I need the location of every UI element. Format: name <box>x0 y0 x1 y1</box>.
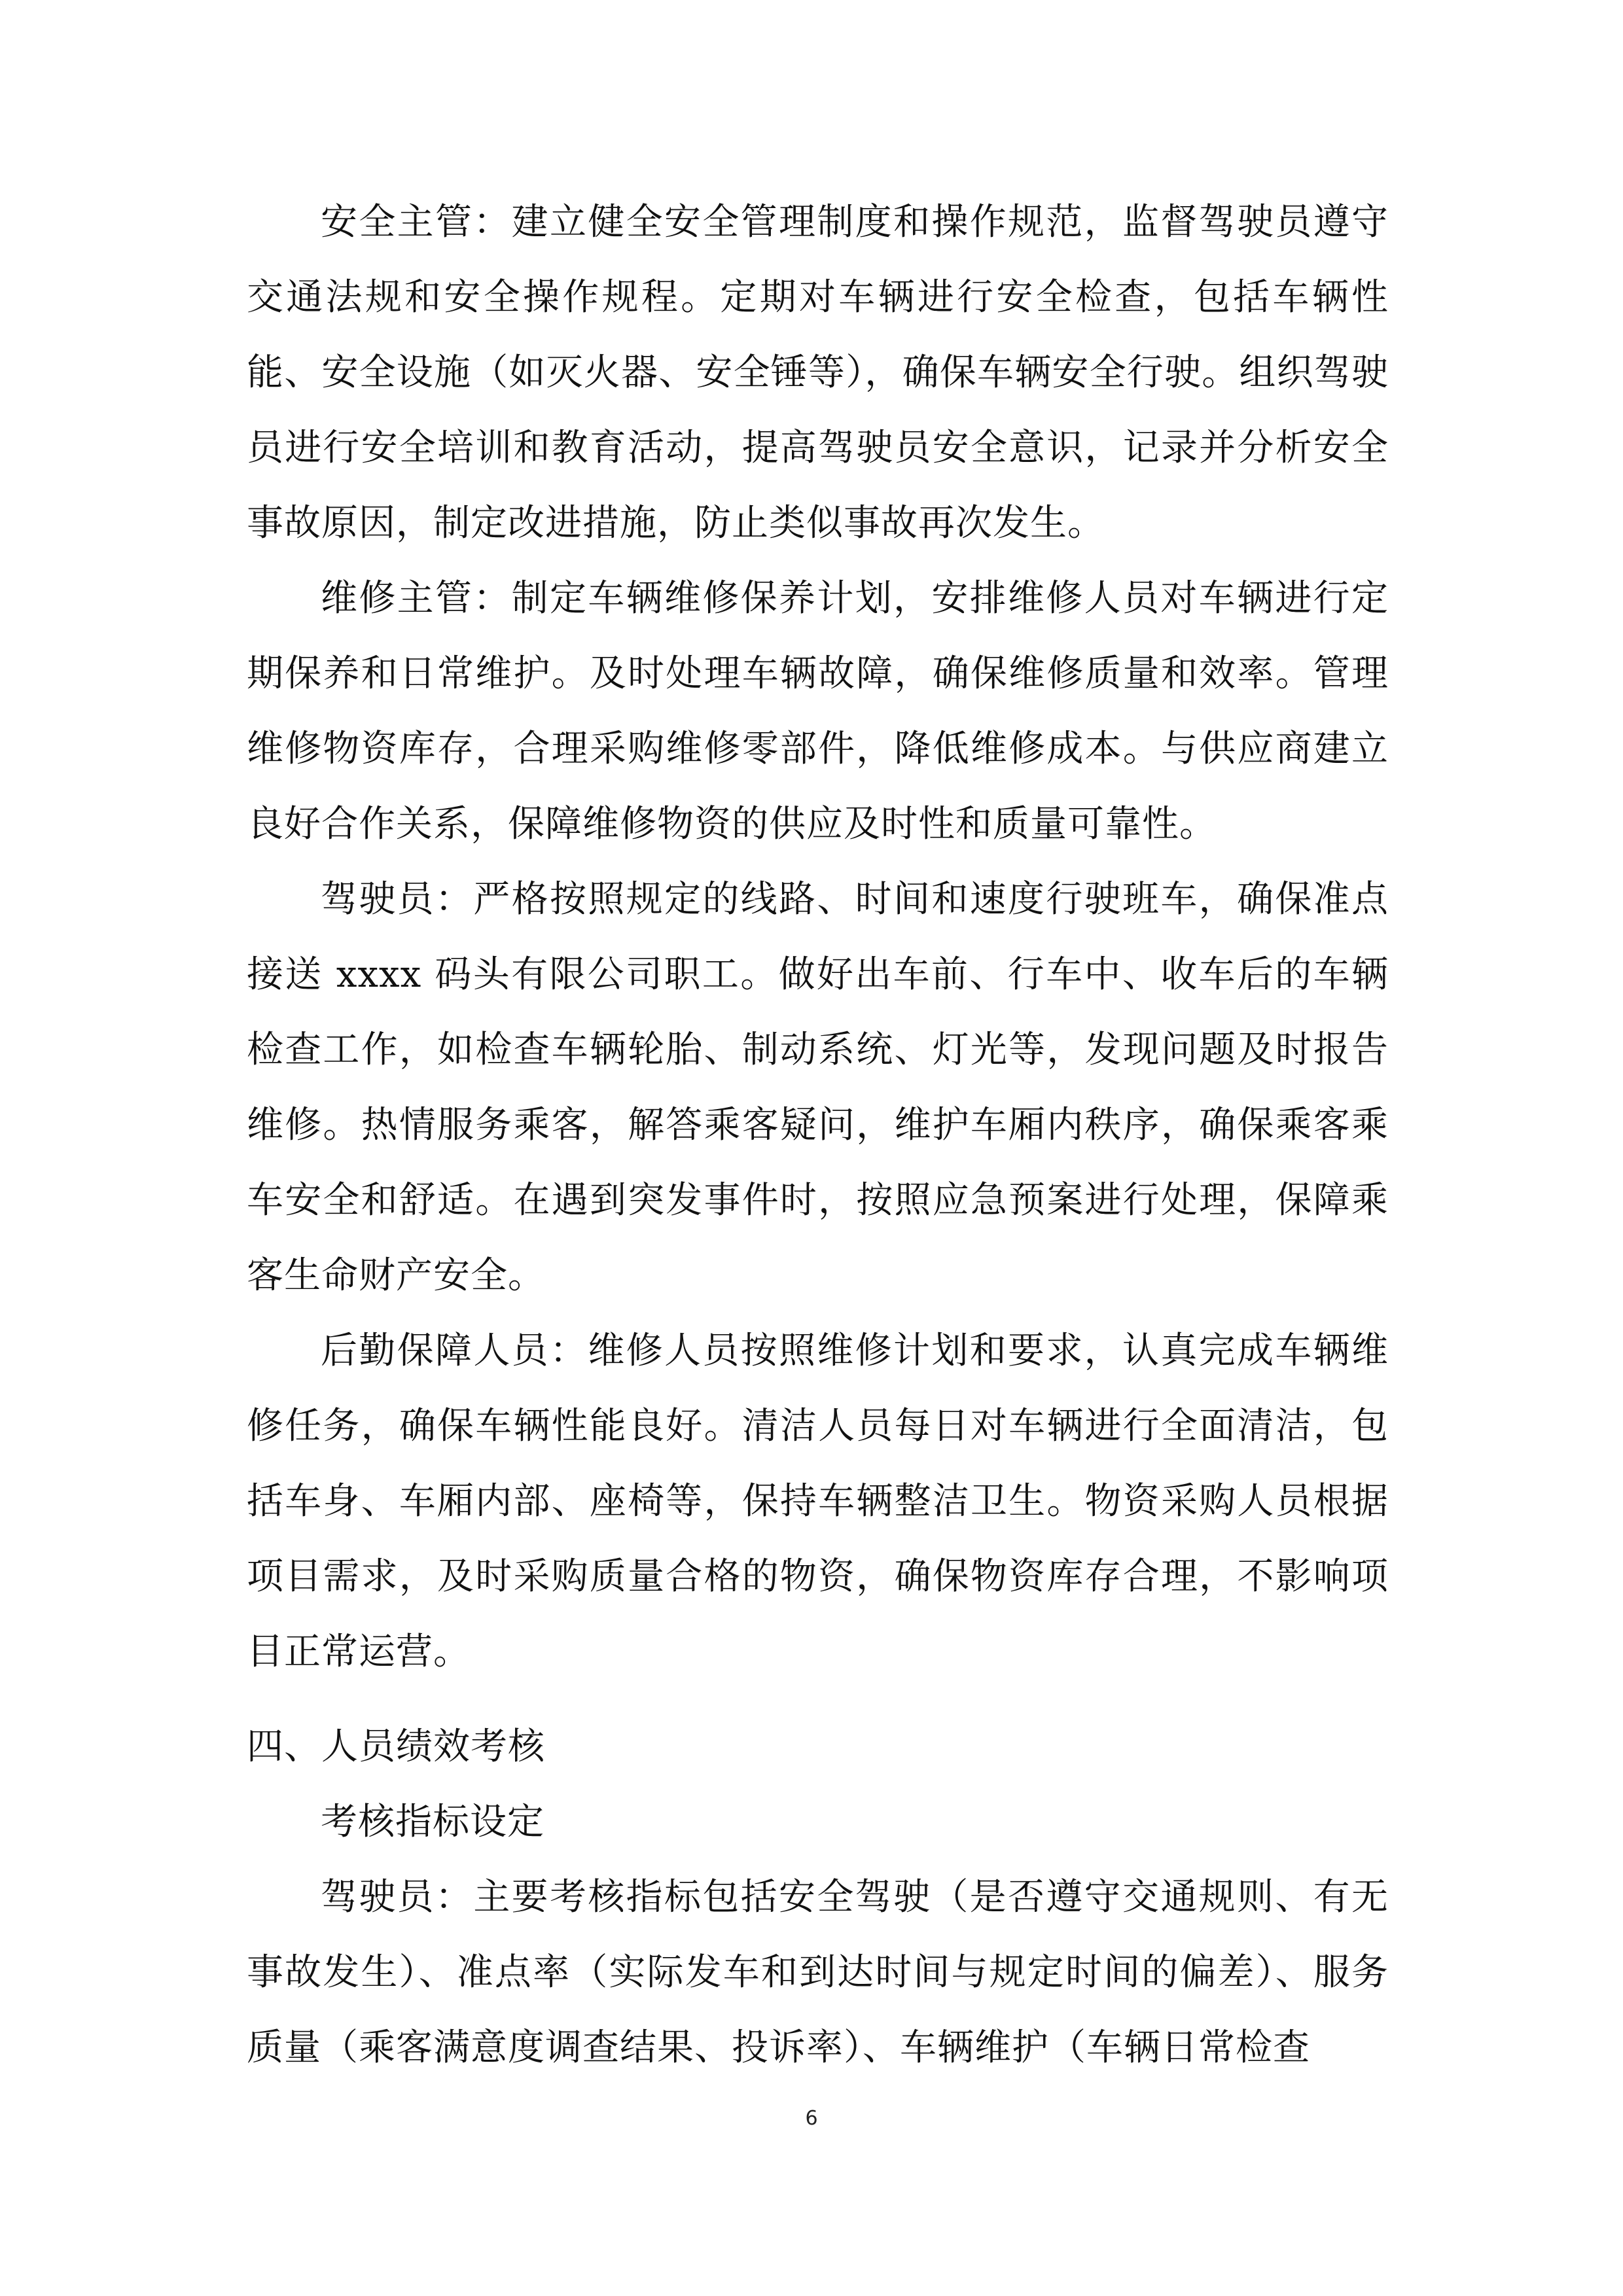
document-body <box>247 185 1389 2085</box>
paragraph-maintenance-supervisor: 维修主管：制定车辆维修保养计划，安排维修人员对车辆进行定期保养和日常维护。及时处理车辆故障，确保维修质量和效率。管理维修物资库存，合理采购维修零部件，降低维修成本。与供应商建立良好合作关系，保障维修物资的供应及时性和质量可靠性。 <box>247 577 1389 845</box>
page-number: 6 <box>805 2107 818 2130</box>
paragraph-logistics-staff: 后勤保障人员：维修人员按照维修计划和要求，认真完成车辆维修任务，确保车辆性能良好。清洁人员每日对车辆进行全面清洁，包括车身、车厢内部、座椅等，保持车辆整洁卫生。物资采购人员根据项目需求，及时采购质量合格的物资，确保物资库存合理，不影响项目正常运营。 <box>247 1330 1389 1673</box>
section-heading: 四、人员绩效考核 <box>247 1725 545 1768</box>
paragraph-driver-kpi: 驾驶员：主要考核指标包括安全驾驶（是否遵守交通规则、有无事故发生）、准点率（实际发车和到达时间与规定时间的偏差）、服务质量（乘客满意度调查结果、投诉率）、车辆维护（车辆日常检查 <box>247 1876 1389 2069</box>
paragraph-safety-supervisor: 安全主管：建立健全安全管理制度和操作规范，监督驾驶员遵守交通法规和安全操作规程。定期对车辆进行安全检查，包括车辆性能、安全设施（如灭火器、安全锤等），确保车辆安全行驶。组织驾驶员进行安全培训和教育活动，提高驾驶员安全意识，记录并分析安全事故原因，制定改进措施，防止类似事故再次发生。 <box>247 201 1389 544</box>
paragraph-driver: 驾驶员：严格按照规定的线路、时间和速度行驶班车，确保准点接送 xxxx 码头有限公司职工。做好出车前、行车中、收车后的车辆检查工作，如检查车辆轮胎、制动系统、灯光等，发现问题及时报告维修。热情服务乘客，解答乘客疑问，维护车厢内秩序，确保乘客乘车安全和舒适。在遇到突发事件时，按照应急预案进行处理，保障乘客生命财产安全。 <box>247 878 1389 1297</box>
subsection-heading: 考核指标设定 <box>321 1801 544 1843</box>
